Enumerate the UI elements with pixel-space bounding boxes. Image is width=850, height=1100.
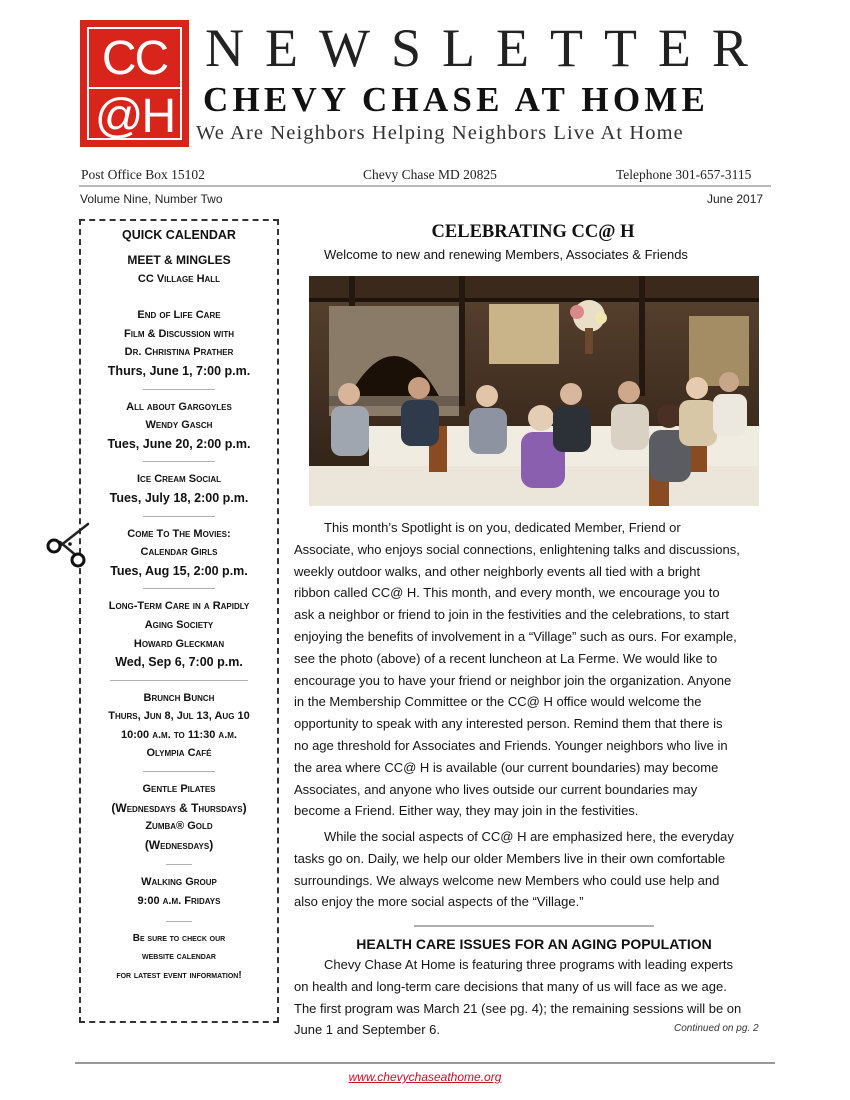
- continued-note: Continued on pg. 2: [674, 1023, 759, 1034]
- event-time: 9:00 a.m. Fridays: [137, 895, 221, 908]
- text-line: Associate, who enjoys social connections, enlightening talks and discussions,: [294, 541, 740, 557]
- calendar-separator: [143, 389, 215, 390]
- text-line: This month’s Spotlight is on you, dedicated Member, Friend or: [324, 520, 681, 535]
- event-date: Thurs, June 1, 7:00 p.m.: [107, 363, 251, 378]
- calendar-event: [81, 930, 277, 986]
- masthead-newsletter: NEWSLETTER: [205, 18, 769, 78]
- logo-top-text: CC: [101, 32, 168, 85]
- event-title: Walking Group: [141, 876, 217, 889]
- calendar-event: [81, 689, 277, 763]
- event-date: Wed, Sep 6, 7:00 p.m.: [115, 655, 243, 670]
- calendar-separator: [143, 771, 215, 772]
- event-speaker: Dr. Christina Prather: [124, 346, 234, 359]
- logo-bottom-text: @H: [94, 90, 175, 143]
- event-title: Ice Cream Social: [136, 473, 221, 486]
- text-line: no age threshold for Associates and Friends. Younger neighbors who live in: [294, 737, 728, 753]
- calendar-event: [81, 251, 277, 288]
- event-title: Long-Term Care in a Rapidly: [108, 600, 250, 613]
- spotlight-paragraph: [294, 517, 774, 822]
- address-rule: [79, 185, 771, 187]
- calendar-separator: [110, 680, 248, 681]
- text-line: ask a neighbor or friend to join in the festivities and the celebrations, to start: [294, 607, 730, 623]
- event-speaker: Howard Gleckman: [133, 637, 225, 650]
- social-aspects-paragraph: [294, 826, 774, 913]
- article-title: CELEBRATING CC@ H: [431, 222, 635, 242]
- text-line: June 1 and September 6.: [294, 1022, 440, 1038]
- text-line: While the social aspects of CC@ H are emphasized here, the everyday: [324, 829, 734, 844]
- event-title: All about Gargoyles: [126, 400, 232, 413]
- text-line: the area where CC@ H is available (our current boundaries) may become: [294, 759, 719, 775]
- event-title: Come To The Movies:: [127, 527, 231, 540]
- calendar-title: QUICK CALENDAR: [122, 228, 236, 242]
- text-line: also enjoy the more social aspects of the “Village.”: [294, 894, 584, 910]
- calendar-event: [81, 306, 277, 380]
- text-line: encourage you to have your friend or neighbor join the organization. Anyone: [294, 672, 732, 688]
- calendar-event: [81, 780, 277, 854]
- logo-divider: [89, 87, 180, 89]
- calendar-note: Be sure to check our: [132, 932, 226, 944]
- event-time: 10:00 a.m. to 11:30 a.m.: [121, 728, 237, 741]
- section-divider: [414, 925, 654, 927]
- calendar-separator: [143, 588, 215, 589]
- address-po-box: Post Office Box 15102: [81, 167, 205, 182]
- event-location: Olympia Café: [146, 747, 212, 760]
- issue-date: June 2017: [707, 192, 764, 206]
- logo: [80, 20, 189, 147]
- text-line: see the photo (above) of a recent luncheon at La Ferme. We would like to: [294, 650, 718, 666]
- event-date: Tues, July 18, 2:00 p.m.: [109, 490, 249, 505]
- event-days: (Wednesdays & Thursdays): [111, 800, 247, 815]
- text-line: ribbon called CC@ H. This month, and every month, we encourage you to: [294, 585, 720, 601]
- text-line: enjoying the benefits of involvement in a “Village” such as ours. For example,: [294, 628, 737, 644]
- event-dates: Thurs, Jun 8, Jul 13, Aug 10: [108, 710, 250, 723]
- calendar-separator: [166, 921, 192, 922]
- event-title: Brunch Bunch: [143, 691, 215, 704]
- health-care-heading: HEALTH CARE ISSUES FOR AN AGING POPULATION: [356, 936, 712, 952]
- event-title: End of Life Care: [137, 309, 221, 322]
- scissors-icon: [44, 520, 96, 568]
- event-speaker: Wendy Gasch: [145, 419, 213, 432]
- quick-calendar: [79, 219, 279, 1023]
- logo-frame: [87, 27, 182, 143]
- website-link[interactable]: www.chevychaseathome.org: [348, 1070, 502, 1084]
- calendar-separator: [166, 864, 192, 865]
- text-line: The first program was March 21 (see pg. 4); the remaining sessions will be on: [294, 1000, 742, 1016]
- text-line: on health and long-term care decisions that many of us will face as we age.: [294, 978, 727, 994]
- event-date: Tues, June 20, 2:00 p.m.: [107, 436, 251, 451]
- calendar-separator: [143, 516, 215, 517]
- calendar-event: [81, 597, 277, 671]
- calendar-note: for latest event information!: [116, 969, 242, 981]
- text-line: opportunity to speak with any interested person. Remind them that there is: [294, 716, 723, 732]
- text-line: Chevy Chase At Home is featuring three programs with leading experts: [324, 957, 733, 972]
- event-subtitle: Aging Society: [144, 618, 214, 631]
- event-date: Tues, Aug 15, 2:00 p.m.: [110, 563, 248, 578]
- text-line: Associates, and anyone who lives outside our current boundaries may: [294, 781, 698, 797]
- calendar-event: [81, 873, 277, 910]
- text-line: tasks go on. Daily, we help our older Members live in their own comfortable: [294, 850, 726, 866]
- footer-rule: [75, 1062, 775, 1064]
- text-line: become a Friend. Either way, they may join in the festivities.: [294, 803, 639, 819]
- calendar-note: website calendar: [142, 951, 216, 963]
- text-line: surroundings. We always welcome new Members who could use help and: [294, 872, 720, 888]
- masthead-tagline: We Are Neighbors Helping Neighbors Live At Home: [196, 122, 684, 144]
- address-phone: Telephone 301-657-3115: [616, 167, 752, 182]
- event-subtitle: Film & Discussion with: [124, 327, 234, 340]
- event-days: (Wednesdays): [144, 837, 214, 852]
- article-welcome: Welcome to new and renewing Members, Associates & Friends: [324, 247, 688, 262]
- calendar-event: [81, 525, 277, 581]
- luncheon-photo: [309, 276, 759, 506]
- event-title: MEET & MINGLES: [127, 253, 231, 267]
- text-line: in the Membership Committee or the CC@ H office would welcome the: [294, 694, 702, 710]
- calendar-event: [81, 398, 277, 454]
- event-subtitle: Calendar Girls: [140, 546, 218, 559]
- event-title: Gentle Pilates: [142, 783, 216, 796]
- calendar-separator: [143, 461, 215, 462]
- calendar-event: [81, 470, 277, 507]
- masthead-org-name: CHEVY CHASE AT HOME: [203, 80, 710, 119]
- calendar-list: [81, 251, 277, 985]
- event-title: Zumba® Gold: [145, 820, 213, 833]
- address-city: Chevy Chase MD 20825: [363, 167, 497, 182]
- event-location: CC Village Hall: [137, 272, 221, 285]
- issue-volume: Volume Nine, Number Two: [80, 192, 223, 206]
- text-line: weekly outdoor walks, and other neighborly events all tied with a bright: [294, 563, 701, 579]
